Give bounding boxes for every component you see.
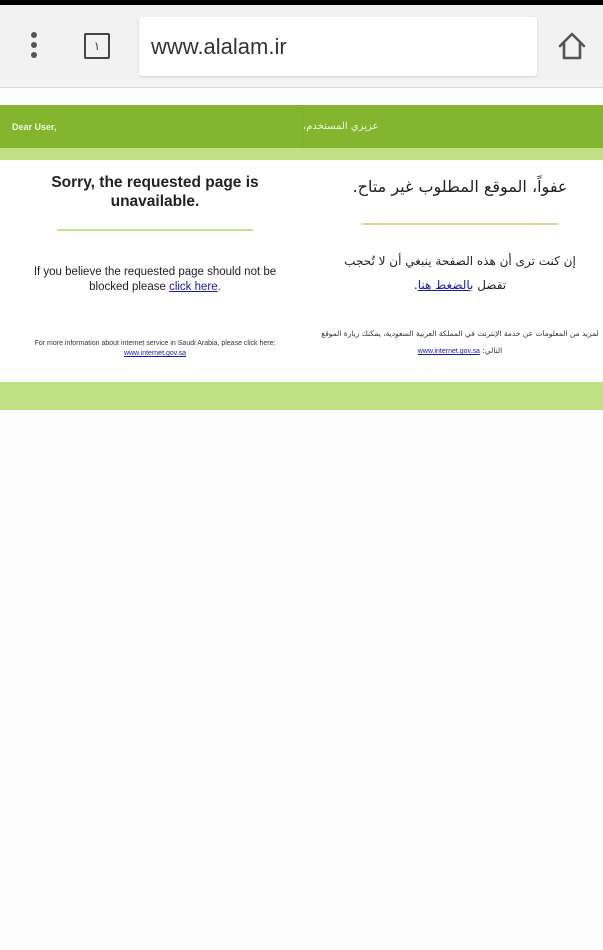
- browser-toolbar: [0, 5, 603, 88]
- menu-dot: [31, 52, 37, 58]
- footer-band: [0, 382, 603, 410]
- url-bar[interactable]: [139, 17, 537, 76]
- message-en-text: If you believe the requested page should not be blocked please: [33, 266, 277, 293]
- tab-switcher-icon[interactable]: [84, 33, 110, 59]
- url-text: www.alalam.ir: [151, 33, 287, 59]
- message-ar-suffix: .: [413, 278, 418, 292]
- arabic-column: [310, 160, 603, 381]
- notice-content: [0, 160, 603, 381]
- click-here-link[interactable]: click here: [169, 281, 218, 293]
- home-icon-svg: [556, 30, 588, 62]
- header-sub-band: [0, 148, 603, 160]
- info-ar-text: لمزيد من المعلومات عن خدمة الإنترنت في المملكة العربية السعودية، يمكنك زيارة الموقع التالي:: [321, 329, 599, 355]
- menu-dot: [31, 32, 37, 38]
- title-ar: عفواً، الموقع المطلوب غير متاح.: [352, 177, 568, 196]
- click-here-link-ar[interactable]: بالضغط هنا: [417, 278, 474, 292]
- more-vert-icon[interactable]: [18, 27, 50, 63]
- home-icon[interactable]: [556, 30, 588, 62]
- greeting-en: Dear User,: [0, 105, 303, 148]
- blocked-page: [0, 89, 603, 950]
- greeting-header: [0, 105, 603, 148]
- divider: [57, 229, 253, 231]
- message-en: [25, 265, 285, 295]
- english-column: [0, 160, 310, 381]
- info-en: [10, 339, 300, 359]
- title-en: Sorry, the requested page is unavailable.: [51, 174, 259, 210]
- tab-count: ١: [93, 39, 101, 53]
- message-ar: [330, 249, 590, 297]
- message-en-suffix: .: [217, 281, 221, 293]
- message-ar-text: إن كنت ترى أن هذه الصفحة ينبغي أن لا تُحجب تفضل: [344, 254, 576, 292]
- internet-gov-link-en[interactable]: www.internet.gov.sa: [123, 350, 187, 357]
- divider: [362, 223, 558, 225]
- greeting-ar: عزيزي المستخدم،: [303, 121, 379, 132]
- internet-gov-link-ar[interactable]: www.internet.gov.sa: [417, 348, 480, 355]
- menu-dot: [31, 42, 37, 48]
- info-ar: [320, 325, 600, 360]
- info-en-text: For more information about internet service in Saudi Arabia, please click here:: [34, 340, 276, 347]
